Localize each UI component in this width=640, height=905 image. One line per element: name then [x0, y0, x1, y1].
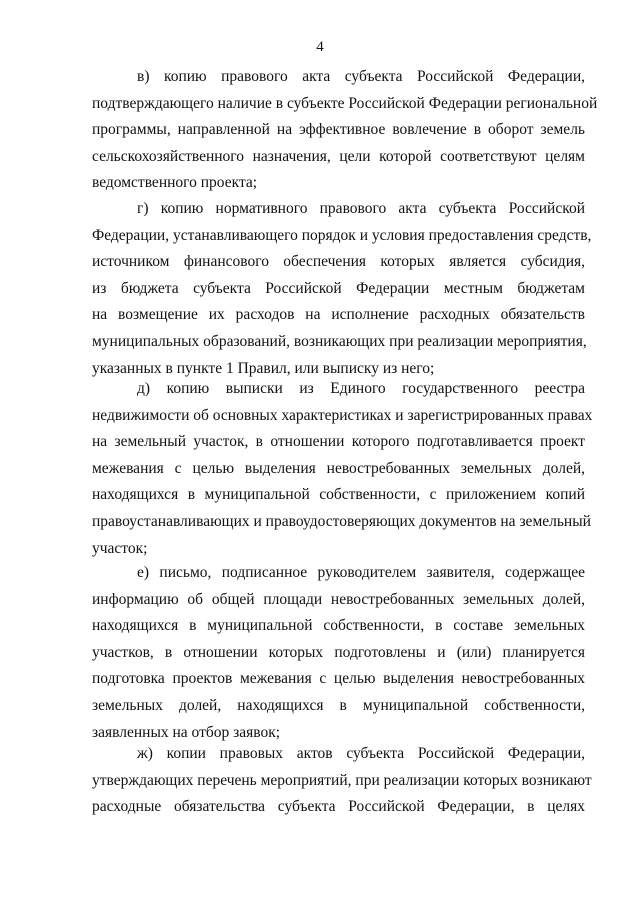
text-line: муниципальных образований, возникающих при реализации мероприятия,: [92, 332, 587, 350]
text-line: находящихся в муниципальной собственности, с приложением копий: [92, 486, 585, 504]
text-line: на земельный участок, в отношении которого подготавливается проект: [92, 433, 585, 451]
text-line: утверждающих перечень мероприятий, при реализации которых возникают: [92, 771, 592, 789]
text-line: расходные обязательства субъекта Российской Федерации, в целях: [92, 798, 585, 816]
text-line: подтверждающего наличие в субъекте Российской Федерации региональной: [92, 94, 598, 112]
paragraph-zh: [92, 741, 592, 821]
text-line: д) копию выписки из Единого государственного реестра: [137, 380, 585, 397]
text-line: е) письмо, подписанное руководителем заявителя, содержащее: [137, 564, 585, 581]
text-line: источником финансового обеспечения которых является субсидия,: [92, 253, 585, 271]
text-line: указанных в пункте 1 Правил, или выписку из него;: [92, 359, 435, 377]
text-line: Федерации, устанавливающего порядок и условия предоставления средств,: [92, 226, 592, 244]
text-line: информацию об общей площади невостребованных земельных долей,: [92, 590, 585, 608]
page-number: 4: [316, 39, 324, 55]
text-line: участок;: [92, 539, 148, 557]
text-line: заявленных на отбор заявок;: [92, 723, 281, 741]
text-line: межевания с целью выделения невостребованных земельных долей,: [92, 459, 585, 477]
text-line: находящихся в муниципальной собственности, в составе земельных: [92, 617, 585, 635]
paragraph-d: [92, 376, 593, 562]
text-line: г) копию нормативного правового акта субъекта Российской: [137, 200, 585, 217]
text-line: из бюджета субъекта Российской Федерации местным бюджетам: [92, 279, 585, 297]
text-line: ведомственного проекта;: [92, 174, 258, 192]
text-line: на возмещение их расходов на исполнение расходных обязательств: [92, 306, 585, 324]
text-line: программы, направленной на эффективное вовлечение в оборот земель: [92, 121, 585, 139]
text-line: ж) копии правовых актов субъекта Российской Федерации,: [137, 745, 585, 762]
text-line: в) копию правового акта субъекта Российской Федерации,: [137, 68, 585, 85]
text-line: недвижимости об основных характеристиках и зарегистрированных правах: [92, 406, 593, 424]
text-line: участков, в отношении которых подготовлены и (или) планируется: [92, 643, 585, 661]
text-line: правоустанавливающих и правоудостоверяющих документов на земельный: [92, 512, 591, 530]
paragraph-e: [92, 560, 585, 746]
text-line: земельных долей, находящихся в муниципальной собственности,: [92, 696, 585, 714]
paragraph-v: [92, 64, 598, 197]
text-line: сельскохозяйственного назначения, цели которой соответствуют целям: [92, 147, 585, 165]
paragraph-g: [92, 196, 592, 382]
text-line: подготовка проектов межевания с целью выделения невостребованных: [92, 670, 585, 688]
